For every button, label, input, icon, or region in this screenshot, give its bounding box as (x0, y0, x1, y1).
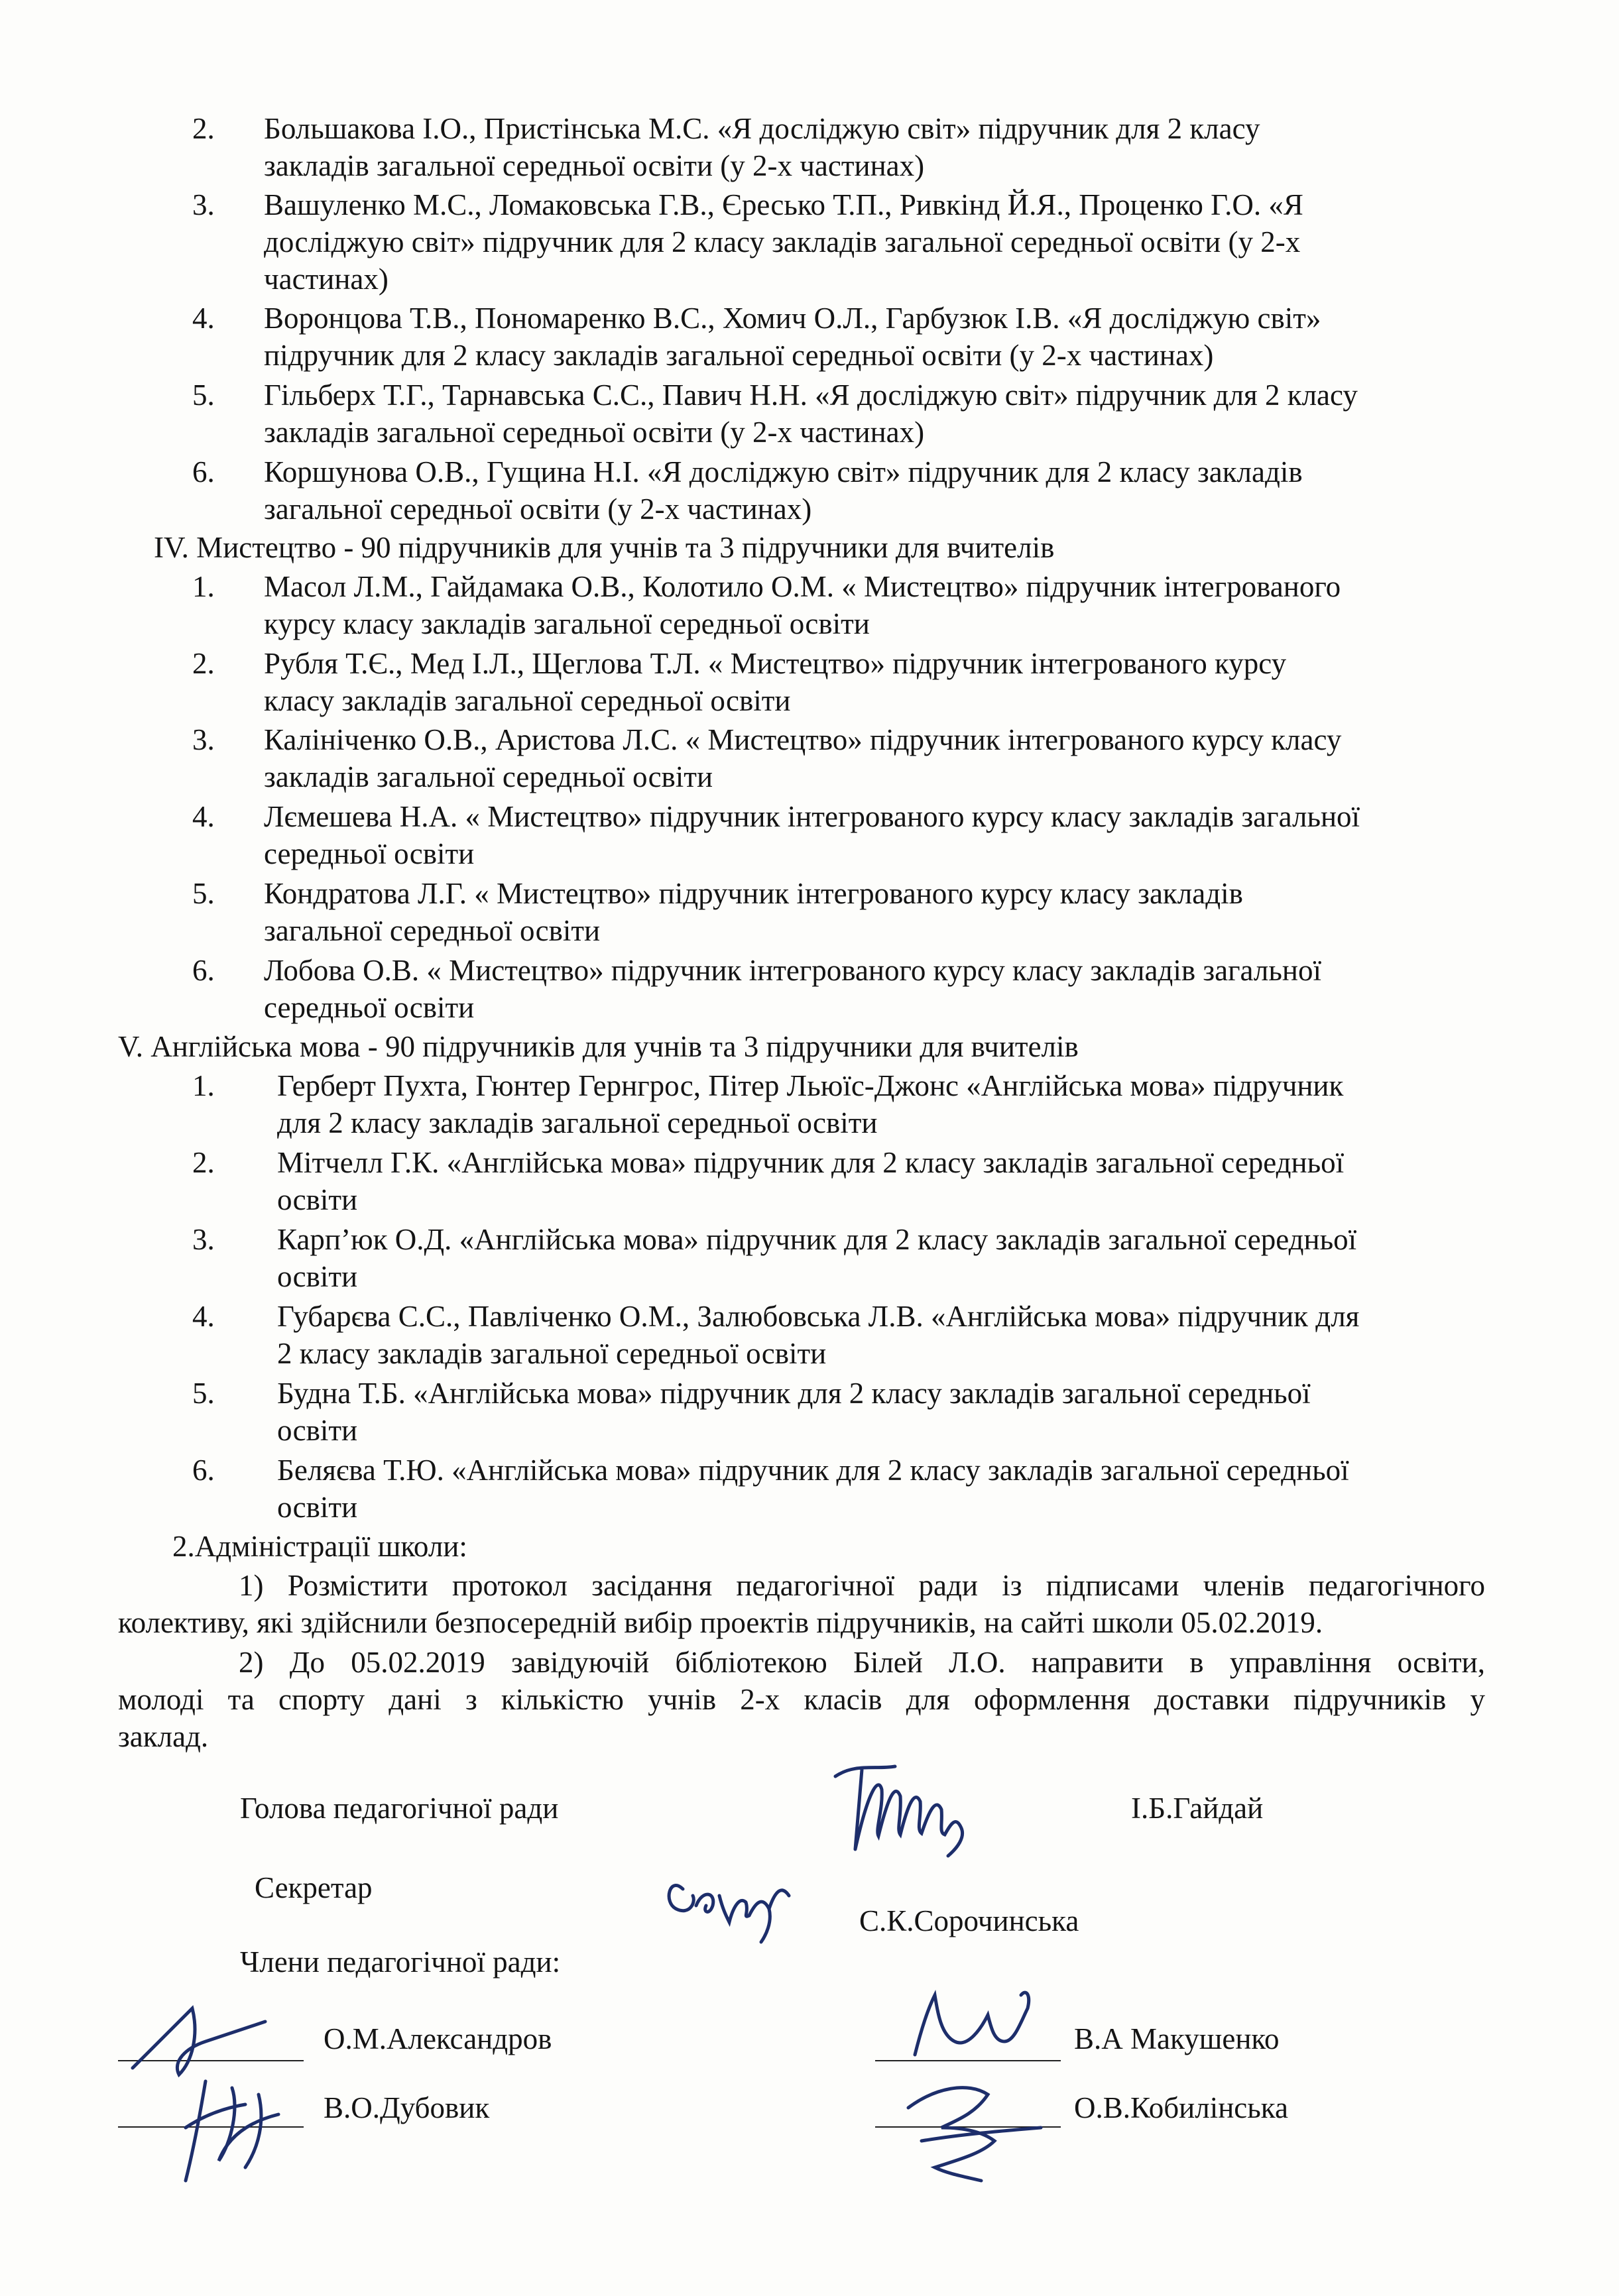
list-item-line: Масол Л.М., Гайдамака О.В., Колотило О.М. « Мистецтво» підручник інтегрованого (264, 570, 1341, 603)
list-item-line: для 2 класу закладів загальної середньої освіти (277, 1106, 878, 1139)
list-item-number: 4. (192, 800, 215, 833)
chair-name: І.Б.Гайдай (1131, 1792, 1264, 1825)
section-heading: V. Англійська мова - 90 підручників для учнів та 3 підручники для вчителів (118, 1030, 1079, 1063)
list-item-line: курсу класу закладів загальної середньої освіти (264, 607, 870, 640)
list-item-line: середньої освіти (264, 837, 475, 870)
member-name: О.В.Кобилінська (1074, 2091, 1288, 2124)
list-item-line: Мітчелл Г.К. «Англійська мова» підручник для 2 класу закладів загальної середньої (277, 1146, 1345, 1179)
section-heading: 2.Адміністрації школи: (172, 1530, 467, 1563)
list-item-line: Большакова І.О., Пристінська М.С. «Я досліджую світ» підручник для 2 класу (264, 112, 1260, 145)
list-item-line: Герберт Пухта, Гюнтер Гернгрос, Пітер Льюїс-Джонс «Англійська мова» підручник (277, 1069, 1344, 1102)
list-item-number: 3. (192, 1223, 215, 1256)
list-item-line: класу закладів загальної середньої освіти (264, 684, 791, 717)
list-item-line: закладів загальної середньої освіти (у 2-х частинах) (264, 416, 925, 449)
paragraph-line: молоді та спорту дані з кількістю учнів 2-х класів для оформлення доставки підручників у (118, 1683, 1485, 1716)
list-item-line: Губарєва С.С., Павліченко О.М., Залюбовська Л.В. «Англійська мова» підручник для (277, 1300, 1360, 1333)
paragraph-line: 1) Розмістити протокол засідання педагогічної ради із підписами членів педагогічного (239, 1569, 1485, 1602)
paragraph-line: колективу, які здійснили безпосередній вибір проектів підручників, на сайті школи 05.02.2019. (118, 1606, 1323, 1639)
paragraph-line: заклад. (118, 1720, 209, 1753)
list-item-line: Беляєва Т.Ю. «Англійська мова» підручник для 2 класу закладів загальної середньої (277, 1454, 1349, 1487)
list-item-line: загальної середньої освіти (у 2-х частинах) (264, 492, 812, 526)
list-item-number: 3. (192, 723, 215, 756)
secretary-signature-image (656, 1849, 809, 1949)
list-item-line: 2 класу закладів загальної середньої освіти (277, 1337, 827, 1370)
list-item-line: Коршунова О.В., Гущина Н.І. «Я досліджую світ» підручник для 2 класу закладів (264, 455, 1303, 488)
list-item-line: освіти (277, 1414, 358, 1447)
list-item-line: Кондратова Л.Г. « Мистецтво» підручник інтегрованого курсу класу закладів (264, 877, 1243, 910)
list-item-number: 6. (192, 455, 215, 488)
list-item-line: Лємешева Н.А. « Мистецтво» підручник інтегрованого курсу класу закладів загальної (264, 800, 1360, 833)
list-item-line: загальної середньої освіти (264, 914, 601, 947)
member-signature-image (882, 2068, 1054, 2187)
members-label: Члени педагогічної ради: (240, 1945, 561, 1979)
list-item-number: 1. (192, 1069, 215, 1102)
paragraph-line: 2) До 05.02.2019 завідуючій бібліотекою Білей Л.О. направити в управління освіти, (239, 1646, 1485, 1679)
list-item-line: Вашуленко М.С., Ломаковська Г.В., Єресько Т.П., Ривкінд Й.Я., Проценко Г.О. «Я (264, 188, 1303, 221)
list-item-line: Калініченко О.В., Аристова Л.С. « Мистецтво» підручник інтегрованого курсу класу (264, 723, 1342, 756)
list-item-line: закладів загальної середньої освіти (264, 760, 713, 793)
chair-label: Голова педагогічної ради (240, 1792, 559, 1825)
member-signature-image (166, 2068, 312, 2187)
list-item-line: Будна Т.Б. «Англійська мова» підручник для 2 класу закладів загальної середньої (277, 1377, 1311, 1410)
secretary-name: С.К.Сорочинська (859, 1904, 1079, 1937)
list-item-line: освіти (277, 1260, 358, 1293)
list-item-number: 6. (192, 1454, 215, 1487)
list-item-number: 2. (192, 647, 215, 680)
member-name: О.М.Александров (324, 2022, 552, 2055)
list-item-line: Карп’юк О.Д. «Англійська мова» підручник для 2 класу закладів загальної середньої (277, 1223, 1357, 1256)
list-item-number: 5. (192, 378, 215, 412)
list-item-number: 4. (192, 302, 215, 335)
list-item-number: 5. (192, 1377, 215, 1410)
list-item-number: 5. (192, 877, 215, 910)
list-item-line: Рубля Т.Є., Мед І.Л., Щеглова Т.Л. « Мистецтво» підручник інтегрованого курсу (264, 647, 1287, 680)
list-item-line: освіти (277, 1183, 358, 1216)
section-heading: IV. Мистецтво - 90 підручників для учнів та 3 підручники для вчителів (154, 531, 1055, 564)
list-item-line: досліджую світ» підручник для 2 класу закладів загальної середньої освіти (у 2-х (264, 225, 1301, 258)
chair-signature-image (815, 1750, 988, 1863)
member-name: В.О.Дубовик (324, 2091, 490, 2124)
list-item-line: освіти (277, 1491, 358, 1524)
list-item-number: 4. (192, 1300, 215, 1333)
list-item-line: Гільберх Т.Г., Тарнавська С.С., Павич Н.Н. «Я досліджую світ» підручник для 2 класу (264, 378, 1358, 412)
list-item-number: 2. (192, 1146, 215, 1179)
list-item-number: 1. (192, 570, 215, 603)
list-item-line: закладів загальної середньої освіти (у 2-х частинах) (264, 149, 925, 182)
list-item-line: Воронцова Т.В., Пономаренко В.С., Хомич О.Л., Гарбузюк І.В. «Я досліджую світ» (264, 302, 1321, 335)
list-item-number: 3. (192, 188, 215, 221)
list-item-number: 6. (192, 954, 215, 987)
list-item-line: середньої освіти (264, 991, 475, 1024)
list-item-line: підручник для 2 класу закладів загальної середньої освіти (у 2-х частинах) (264, 339, 1214, 372)
secretary-label: Секретар (255, 1871, 373, 1904)
member-name: В.А Макушенко (1074, 2022, 1280, 2055)
list-item-line: Лобова О.В. « Мистецтво» підручник інтегрованого курсу класу закладів загальної (264, 954, 1321, 987)
member-signature-image (895, 1975, 1054, 2068)
list-item-number: 2. (192, 112, 215, 145)
list-item-line: частинах) (264, 262, 389, 296)
